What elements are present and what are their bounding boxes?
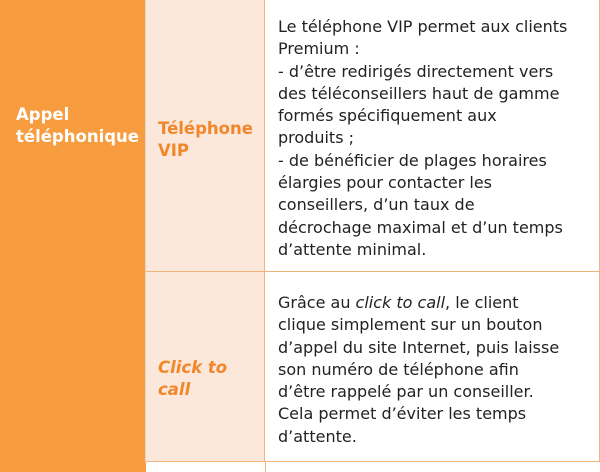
description-line: - d’être redirigés directement vers [278, 61, 554, 81]
description-line-first [278, 292, 588, 314]
subcategory-label-vip: Téléphone VIP [158, 119, 253, 160]
description-line: Premium : [278, 39, 360, 59]
description-cell-vip [265, 0, 600, 272]
description-line: produits ; [278, 128, 354, 148]
description-line: clique simplement sur un bouton [278, 315, 543, 335]
description-line: d’attente. [278, 426, 357, 446]
description-line: Le téléphone VIP permet aux clients [278, 17, 568, 36]
column-divider [265, 462, 266, 472]
description-cell-click-to-call [265, 272, 600, 462]
description-line: décrochage maximal et d’un temps [278, 217, 563, 237]
category-cell [0, 0, 146, 472]
description-line: d’appel du site Internet, puis laisse [278, 337, 560, 357]
description-line: des téléconseillers haut de gamme [278, 83, 560, 103]
description-line: formés spécifiquement aux [278, 106, 497, 126]
subcategory-label-click-to-call: Click to call [158, 358, 228, 399]
description-line: conseillers, d’un taux de [278, 195, 475, 215]
category-label: Appel téléphonique [16, 105, 139, 146]
description-line: élargies pour contacter les [278, 173, 493, 193]
line-suffix: , le client [445, 293, 519, 312]
description-vip [278, 16, 588, 261]
next-row-category-cell [0, 462, 146, 472]
description-line: d’attente minimal. [278, 239, 427, 259]
description-line: son numéro de téléphone afin [278, 359, 519, 379]
italic-term: click to call [355, 293, 446, 312]
description-click-to-call [278, 292, 588, 448]
line-prefix: Grâce au [278, 293, 356, 312]
description-line: - de bénéficier de plages horaires [278, 150, 547, 170]
description-line: Cela permet d’éviter les temps [278, 404, 527, 424]
next-row-cells [146, 461, 600, 472]
subcategory-cell-click-to-call [146, 272, 265, 462]
description-line: d’être rappelé par un conseiller. [278, 382, 534, 402]
subcategory-cell-vip [146, 0, 265, 272]
